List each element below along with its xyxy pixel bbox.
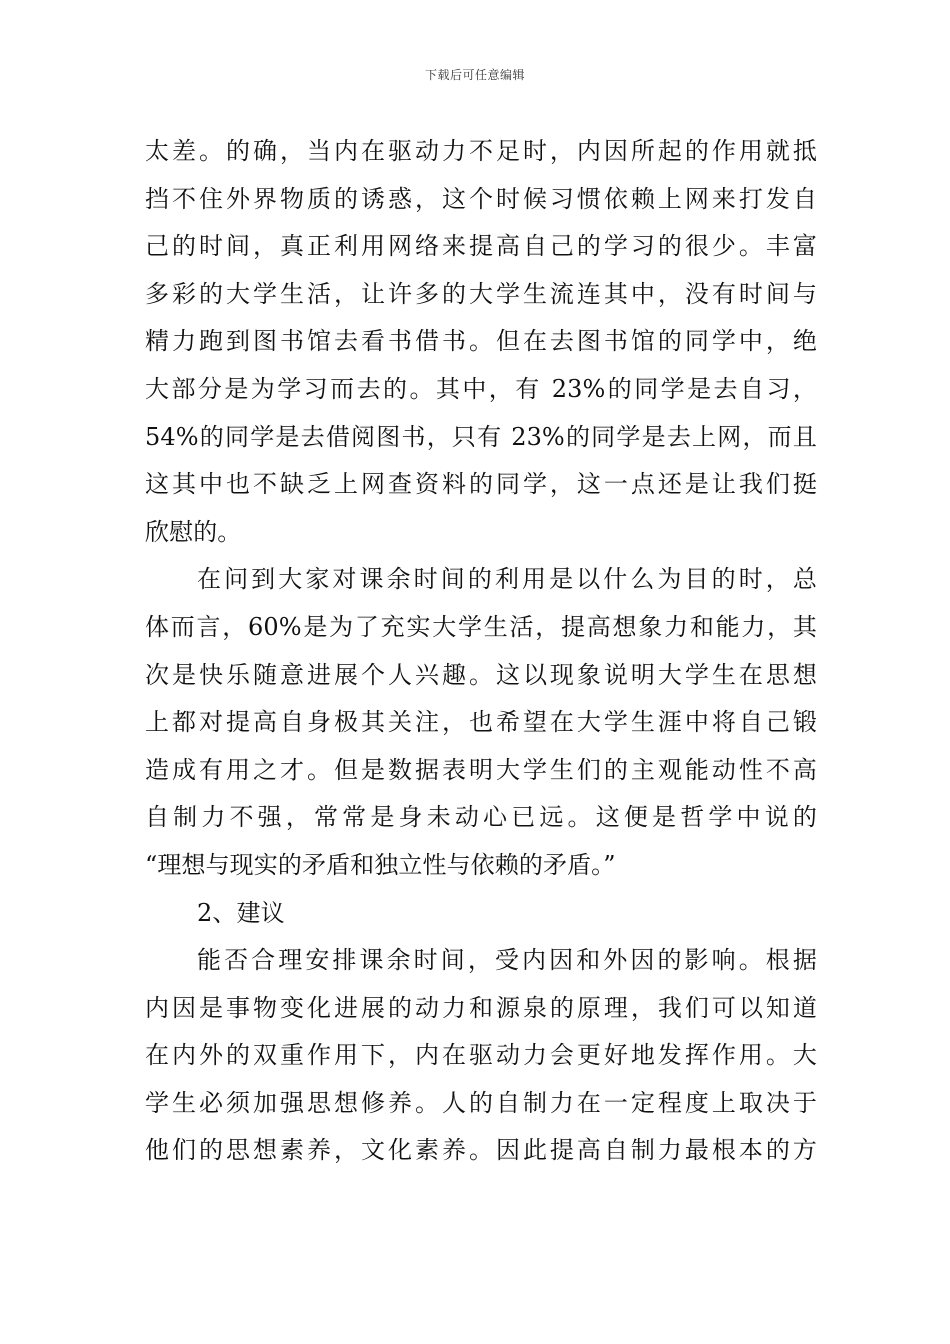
- text-line: 造成有用之才。但是数据表明大学生们的主观能动性不高: [145, 755, 817, 784]
- text-line: 内因是事物变化进展的动力和源泉的原理，我们可以知道: [145, 993, 817, 1022]
- text-line: 这其中也不缺乏上网查资料的同学，这一点还是让我们挺: [145, 470, 817, 499]
- text-line: 欣慰的。: [145, 517, 242, 546]
- text-line: 上都对提高自身极其关注，也希望在大学生涯中将自己锻: [145, 708, 817, 737]
- text-line: 挡不住外界物质的诱惑，这个时候习惯依赖上网来打发自: [145, 184, 817, 213]
- text-line: 精力跑到图书馆去看书借书。但在去图书馆的同学中，绝: [145, 327, 817, 356]
- text-line: 己的时间，真正利用网络来提高自己的学习的很少。丰富: [145, 232, 817, 261]
- text-line: 太差。的确，当内在驱动力不足时，内因所起的作用就抵: [145, 137, 817, 165]
- text-line: 54%的同学是去借阅图书，只有 23%的同学是去上网，而且: [145, 422, 817, 451]
- text-line: 2、建议: [197, 898, 285, 927]
- text-line: 次是快乐随意进展个人兴趣。这以现象说明大学生在思想: [145, 660, 817, 689]
- text-line: 在内外的双重作用下，内在驱动力会更好地发挥作用。大: [145, 1041, 817, 1070]
- text-line: 能否合理安排课余时间，受内因和外因的影响。根据: [197, 946, 817, 975]
- text-line: 自制力不强，常常是身未动心已远。这便是哲学中说的: [145, 803, 817, 832]
- text-line: 体而言，60%是为了充实大学生活，提高想象力和能力，其: [145, 612, 817, 641]
- text-line: 大部分是为学习而去的。其中，有 23%的同学是去自习，: [145, 374, 817, 403]
- text-line: 他们的思想素养，文化素养。因此提高自制力最根本的方: [145, 1136, 817, 1165]
- text-line: 学生必须加强思想修养。人的自制力在一定程度上取决于: [145, 1088, 817, 1117]
- text-line: 多彩的大学生活，让许多的大学生流连其中，没有时间与: [145, 279, 817, 308]
- text-line: “理想与现实的矛盾和独立性与依赖的矛盾。”: [145, 850, 616, 879]
- page-header: 下载后可任意编辑: [424, 68, 525, 82]
- text-line: 在问到大家对课余时间的利用是以什么为目的时，总: [197, 565, 817, 594]
- body-text: [145, 128, 817, 1175]
